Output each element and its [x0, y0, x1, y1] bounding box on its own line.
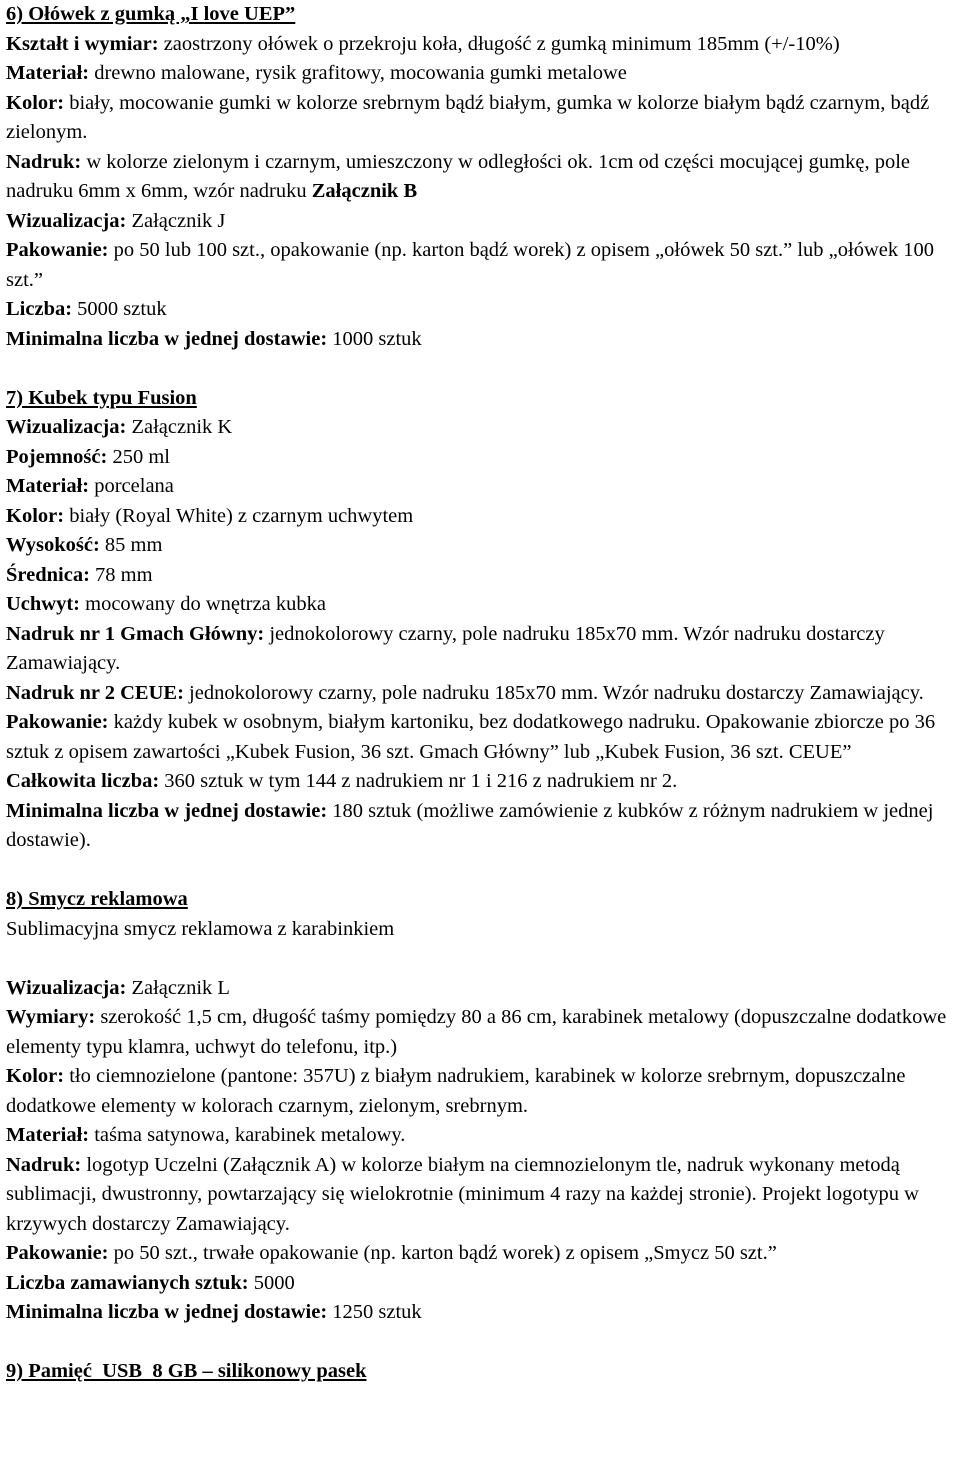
s6-material-value: drewno malowane, rysik grafitowy, mocowania gumki metalowe [89, 62, 627, 84]
s6-minimalna [6, 325, 954, 355]
s7-nadruk-1 [6, 620, 954, 679]
s8-nadruk [6, 1151, 954, 1240]
section-8 [6, 885, 954, 1328]
s7-wiz-value: Załącznik K [126, 416, 233, 438]
spacer [6, 856, 954, 886]
section-7 [6, 384, 954, 856]
s8-wym-value: szerokość 1,5 cm, długość taśmy pomiędzy 80 a 86 cm, karabinek metalowy (dopuszczalne dodatkowe elementy typu klamra, uchwyt do telefonu, itp.) [6, 1006, 947, 1058]
s6-wiz-label: Wizualizacja: [6, 209, 127, 232]
s7-calkowita [6, 767, 954, 797]
s8-liczba [6, 1269, 954, 1299]
s8-wymiary [6, 1003, 954, 1062]
spacer [6, 354, 954, 384]
s6-kolor-value: biały, mocowanie gumki w kolorze srebrnym bądź białym, gumka w kolorze białym bądź czarnym, bądź zielonym. [6, 91, 930, 143]
s6-pak-value: po 50 lub 100 szt., opakowanie (np. karton bądź worek) z opisem „ołówek 50 szt.” lub „ołówek 100 szt.” [6, 239, 934, 291]
s8-nadruk-value: logotyp Uczelni (Załącznik A) w kolorze białym na ciemnozielonym tle, nadruk wykonany metodą sublimacji, dwustronny, powtarzający się wielokrotnie (minimum 4 razy na każdej stronie). Projekt logotypu w krzywych dostarczy Zamawiający. [6, 1153, 919, 1235]
s6-material-label: Materiał: [6, 62, 90, 84]
s6-min-value: 1000 sztuk [327, 327, 422, 350]
s6-liczba [6, 295, 954, 325]
s7-minimalna [6, 797, 954, 856]
s6-nadruk-value: w kolorze zielonym i czarnym, umieszczony w odległości ok. 1cm od części mocującej gumkę, pole nadruku 6mm x 6mm, wzór nadruku [6, 150, 911, 202]
s6-wizualizacja [6, 207, 954, 237]
section-9 [6, 1357, 954, 1387]
s7-nadruk-2 [6, 679, 954, 709]
s7-kolor-label: Kolor: [6, 504, 65, 527]
s6-wiz-value: Załącznik J [126, 209, 226, 232]
s7-sred-value: 78 mm [89, 563, 153, 586]
s8-pak-label: Pakowanie: [6, 1242, 109, 1264]
s7-material-value: porcelana [89, 475, 174, 497]
s6-pakowanie [6, 236, 954, 295]
s7-sred-label: Średnica: [6, 563, 90, 586]
s7-wys-value: 85 mm [99, 534, 163, 556]
s6-ksztalt-label: Kształt i wymiar: [6, 32, 159, 55]
s7-uchwyt [6, 590, 954, 620]
s8-min-value: 1250 sztuk [327, 1301, 422, 1323]
s8-nadruk-label: Nadruk: [6, 1153, 82, 1176]
s6-ksztalt-value: zaostrzony ołówek o przekroju koła, długość z gumką minimum 185mm (+/-10%) [158, 32, 840, 55]
section-6 [6, 0, 954, 354]
s7-pak-label: Pakowanie: [6, 711, 109, 733]
s7-pakowanie [6, 708, 954, 767]
s6-pak-label: Pakowanie: [6, 239, 109, 261]
s7-n2-label: Nadruk nr 2 CEUE: [6, 681, 184, 704]
s8-kolor-label: Kolor: [6, 1065, 65, 1087]
s7-material [6, 472, 954, 502]
s7-kolor [6, 502, 954, 532]
s8-minimalna [6, 1298, 954, 1328]
s8-liczba-label: Liczba zamawianych sztuk: [6, 1271, 249, 1294]
s8-liczba-value: 5000 [248, 1271, 295, 1294]
s7-min-label: Minimalna liczba w jednej dostawie: [6, 799, 328, 822]
spacer [6, 1328, 954, 1358]
s8-pak-value: po 50 szt., trwałe opakowanie (np. karton bądź worek) z opisem „Smycz 50 szt.” [108, 1242, 777, 1264]
section-9-title: 9) Pamięć USB 8 GB – silikonowy pasek [6, 1360, 367, 1382]
s6-material [6, 59, 954, 89]
s6-liczba-value: 5000 sztuk [72, 298, 167, 320]
s6-nadruk-label: Nadruk: [6, 150, 82, 173]
s8-kolor [6, 1062, 954, 1121]
s7-calk-label: Całkowita liczba: [6, 770, 160, 792]
s7-n1-label: Nadruk nr 1 Gmach Główny: [6, 622, 265, 645]
s8-wizualizacja [6, 974, 954, 1004]
s7-n1-value: jednokolorowy czarny, pole nadruku 185x70 mm. Wzór nadruku dostarczy Zamawiający. [6, 622, 885, 674]
s6-ksztalt [6, 30, 954, 60]
s7-wizualizacja [6, 413, 954, 443]
section-7-title: 7) Kubek typu Fusion [6, 386, 197, 409]
s8-pakowanie [6, 1239, 954, 1269]
spacer [6, 944, 954, 974]
s6-kolor-label: Kolor: [6, 91, 65, 114]
s8-wym-label: Wymiary: [6, 1006, 96, 1028]
section-8-title: 8) Smycz reklamowa [6, 888, 188, 910]
s7-wysokosc [6, 531, 954, 561]
s7-calk-value: 360 sztuk w tym 144 z nadrukiem nr 1 i 216 z nadrukiem nr 2. [159, 770, 678, 792]
section-6-title: 6) Ołówek z gumką „I love UEP” [6, 3, 296, 25]
s7-n2-value: jednokolorowy czarny, pole nadruku 185x70 mm. Wzór nadruku dostarczy Zamawiający. [183, 681, 924, 704]
s6-nadruk-ref: Załącznik B [311, 180, 418, 202]
s8-material-value: taśma satynowa, karabinek metalowy. [89, 1124, 406, 1146]
s7-pak-value: każdy kubek w osobnym, białym kartoniku, bez dodatkowego nadruku. Opakowanie zbiorcze po 36 sztuk z opisem zawartości „Kubek Fusion, 36 szt. Gmach Główny” lub „Kubek Fusion, 36 szt. CEUE” [6, 711, 936, 763]
s8-material [6, 1121, 954, 1151]
s7-poj-label: Pojemność: [6, 445, 108, 468]
s6-liczba-label: Liczba: [6, 298, 73, 320]
s8-wiz-value: Załącznik L [126, 976, 230, 999]
s7-material-label: Materiał: [6, 475, 90, 497]
s7-wiz-label: Wizualizacja: [6, 416, 127, 438]
s7-kolor-value: biały (Royal White) z czarnym uchwytem [64, 504, 414, 527]
s7-min-value: 180 sztuk (możliwe zamówienie z kubków z różnym nadrukiem w jednej dostawie). [6, 799, 934, 851]
s7-poj-value: 250 ml [107, 445, 170, 468]
s8-kolor-value: tło ciemnozielone (pantone: 357U) z białym nadrukiem, karabinek w kolorze srebrnym, dopuszczalne dodatkowe elementy w kolorach czarnym, zielonym, srebrnym. [6, 1065, 906, 1117]
s6-kolor [6, 89, 954, 148]
s7-uchwyt-label: Uchwyt: [6, 593, 81, 615]
s8-min-label: Minimalna liczba w jednej dostawie: [6, 1301, 328, 1323]
s7-wys-label: Wysokość: [6, 534, 100, 556]
s8-wiz-label: Wizualizacja: [6, 976, 127, 999]
s7-srednica [6, 561, 954, 591]
s7-pojemnosc [6, 443, 954, 473]
s6-min-label: Minimalna liczba w jednej dostawie: [6, 327, 328, 350]
s8-material-label: Materiał: [6, 1124, 90, 1146]
s8-subtitle: Sublimacyjna smycz reklamowa z karabinkiem [6, 917, 395, 940]
s7-uchwyt-value: mocowany do wnętrza kubka [80, 593, 326, 615]
s6-nadruk [6, 148, 954, 207]
